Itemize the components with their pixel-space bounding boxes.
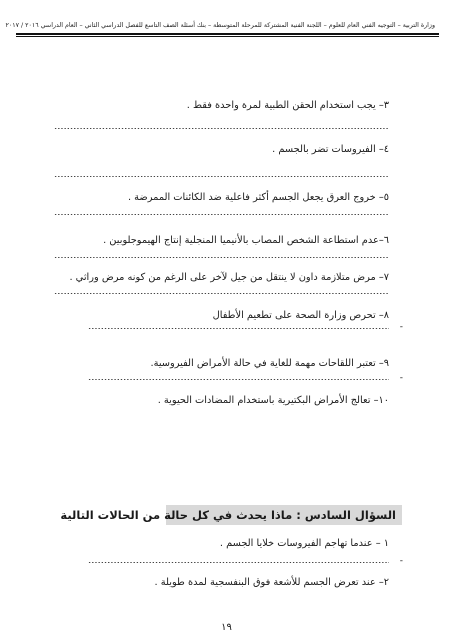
section-six-title: السؤال السادس : ماذا يحدث في كل حالة من الحالات التالية — [166, 505, 402, 525]
statement-10: ١٠– تعالج الأمراض البكتيرية باستخدام المضادات الحيوية . — [157, 395, 389, 406]
answer-line — [88, 378, 389, 381]
statement-7: ٧– مرض متلازمة داون لا ينتقل من جيل لآخر على الرغم من كونه مرض وراثي . — [69, 272, 389, 283]
page-number: ١٩ — [221, 622, 232, 633]
statement-5: ٥– خروج العرق يجعل الجسم أكثر فاعلية ضد الكائنات الممرضة . — [127, 192, 389, 203]
answer-line — [54, 213, 389, 216]
section-six-item-2: ٢– عند تعرض الجسم للأشعة فوق البنفسجية لمدة طويلة . — [154, 577, 389, 588]
statement-9: ٩– تعتبر اللقاحات مهمة للغاية في حالة الأمراض الفيروسية. — [150, 358, 389, 369]
statement-3: ٣– يجب استخدام الحقن الطبية لمرة واحدة فقط . — [186, 100, 389, 111]
statement-8: ٨– تحرص وزارة الصحة على تطعيم الأطفال — [212, 310, 389, 321]
section-six-item-1: ١ – عندما تهاجم الفيروسات خلايا الجسم . — [219, 538, 389, 549]
answer-dash: - — [399, 556, 403, 566]
header-rule — [16, 33, 439, 35]
answer-line — [54, 127, 389, 130]
answer-line — [54, 256, 389, 259]
answer-dash: - — [399, 322, 403, 332]
answer-line — [88, 561, 389, 564]
page-header: وزارة التربية – التوجيه الفني العام للعلوم – اللجنة الفنية المشتركة للمرحلة المتوسطة – بنك أسئلة الصف التاسع للفصل الدراسي الثاني – العام الدراسي ٢٠١٦ / ٢٠١٧ — [5, 22, 435, 29]
answer-line — [88, 327, 389, 330]
answer-line — [54, 175, 389, 178]
statement-6: ٦–عدم استطاعة الشخص المصاب بالأنيميا المنجلية إنتاج الهيموجلوبين . — [103, 235, 389, 246]
header-rule-secondary — [16, 36, 439, 37]
statement-4: ٤– الفيروسات تضر بالجسم . — [272, 144, 389, 155]
answer-line — [54, 292, 389, 295]
answer-dash: - — [399, 373, 403, 383]
